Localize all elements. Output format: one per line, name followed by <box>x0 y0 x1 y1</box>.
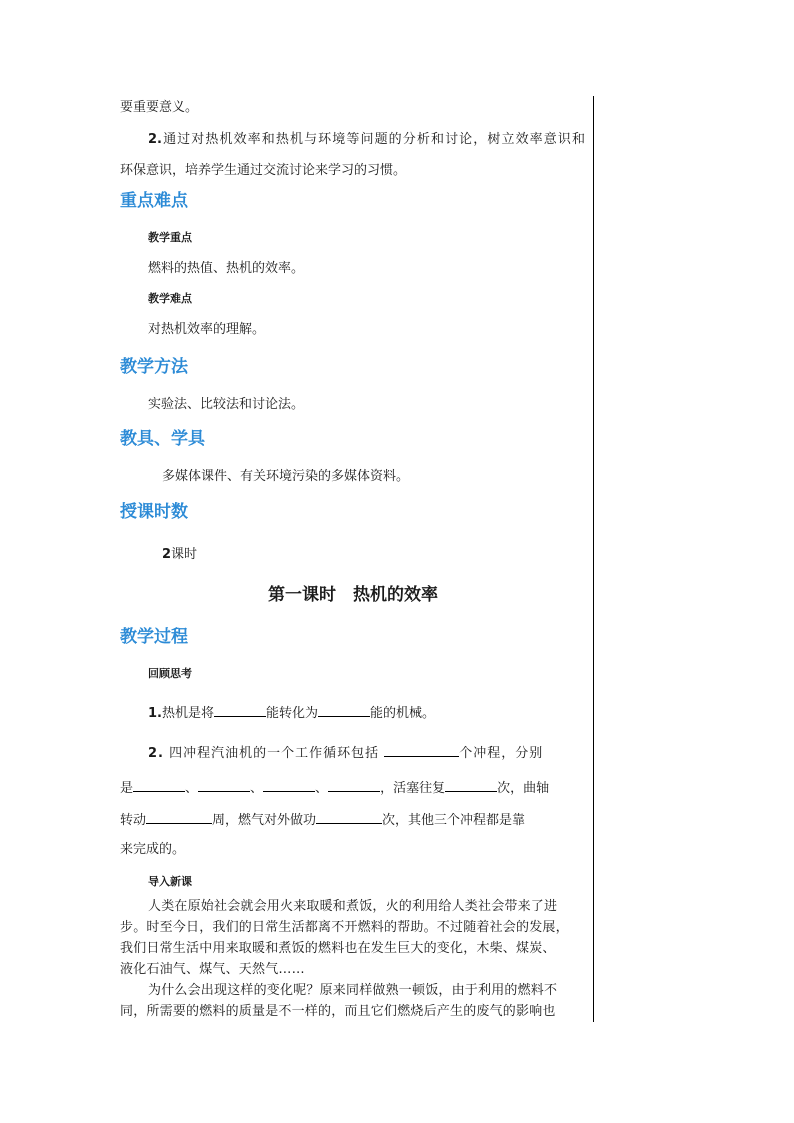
q2-line2-b: ，活塞往复 <box>380 781 446 796</box>
question-1-part-c: 能的机械。 <box>370 706 436 721</box>
q2-line3-c: 次，其他三个冲程都是靠 <box>382 813 526 828</box>
blank <box>263 779 315 792</box>
goal-2-text: 通过对热机效率和热机与环境等问题的分析和讨论，树立效率意识和 <box>161 132 585 147</box>
q2-line3-b: 周，燃气对外做功 <box>212 813 317 828</box>
focus-text: 燃料的热值、热机的效率。 <box>148 261 305 276</box>
paragraph-1-line-1: 人类在原始社会就会用火来取暖和煮饭，火的利用给人类社会带来了进 <box>148 899 558 914</box>
blank <box>384 744 459 757</box>
blank <box>214 704 266 717</box>
separator: 、 <box>185 781 199 796</box>
hours-text <box>162 547 197 563</box>
question-2-line-1 <box>148 744 543 762</box>
blank <box>445 779 497 792</box>
question-2-line-2 <box>120 779 549 797</box>
blank <box>328 779 380 792</box>
question-1-part-a: 热机是将 <box>161 706 214 721</box>
lesson-title: 第一课时 热机的效率 <box>268 585 438 605</box>
intro-line: 要重要意义。 <box>120 100 199 115</box>
right-margin-rule <box>593 96 594 1022</box>
paragraph-2-line-1: 为什么会出现这样的变化呢？原来同样做熟一顿饭，由于利用的燃料不 <box>148 983 558 998</box>
review-label: 回顾思考 <box>148 667 192 680</box>
section-heading-tools: 教具、学具 <box>120 429 205 449</box>
separator: 、 <box>315 781 329 796</box>
blank <box>146 811 212 824</box>
method-text: 实验法、比较法和讨论法。 <box>148 397 305 412</box>
question-1-number: 1. <box>148 706 162 721</box>
section-heading-key-points: 重点难点 <box>120 191 188 211</box>
question-2-text-b: 个冲程，分别 <box>459 746 544 761</box>
goal-2-line-2: 环保意识，培养学生通过交流讨论来学习的习惯。 <box>120 163 407 178</box>
goal-2-number: 2. <box>148 132 162 147</box>
paragraph-1-line-3: 我们日常生活中用来取暖和煮饭的燃料也在发生巨大的变化，木柴、煤炭、 <box>120 941 556 956</box>
q2-line2-c: 次，曲轴 <box>497 781 550 796</box>
question-2-number: 2. <box>148 746 164 761</box>
difficulty-label: 教学难点 <box>148 292 192 305</box>
paragraph-2-line-2: 同，所需要的燃料的质量是不一样的，而且它们燃烧后产生的废气的影响也 <box>120 1004 556 1019</box>
hours-number: 2 <box>162 547 172 562</box>
question-2-line-3 <box>120 811 525 829</box>
paragraph-1-line-2: 步。时至今日，我们的日常生活都离不开燃料的帮助。不过随着社会的发展， <box>120 920 569 935</box>
q2-line2-a: 是 <box>120 781 134 796</box>
focus-label: 教学重点 <box>148 231 192 244</box>
blank <box>316 811 382 824</box>
blank <box>133 779 185 792</box>
question-1 <box>148 704 435 722</box>
question-2-line-4: 来完成的。 <box>120 842 186 857</box>
hours-unit: 课时 <box>171 547 198 562</box>
paragraph-1-line-4: 液化石油气、煤气、天然气…… <box>120 962 305 977</box>
question-1-part-b: 能转化为 <box>266 706 319 721</box>
q2-line3-a: 转动 <box>120 813 147 828</box>
new-lesson-label: 导入新课 <box>148 875 192 888</box>
question-2-text-a: 四冲程汽油机的一个工作循环包括 <box>169 746 380 761</box>
tools-text: 多媒体课件、有关环境污染的多媒体资料。 <box>162 469 410 484</box>
separator: 、 <box>250 781 264 796</box>
blank <box>318 704 370 717</box>
section-heading-process: 教学过程 <box>120 627 188 647</box>
section-heading-hours: 授课时数 <box>120 502 188 522</box>
blank <box>198 779 250 792</box>
difficulty-text: 对热机效率的理解。 <box>148 322 266 337</box>
section-heading-method: 教学方法 <box>120 357 188 377</box>
goal-2-line-1 <box>120 132 585 148</box>
